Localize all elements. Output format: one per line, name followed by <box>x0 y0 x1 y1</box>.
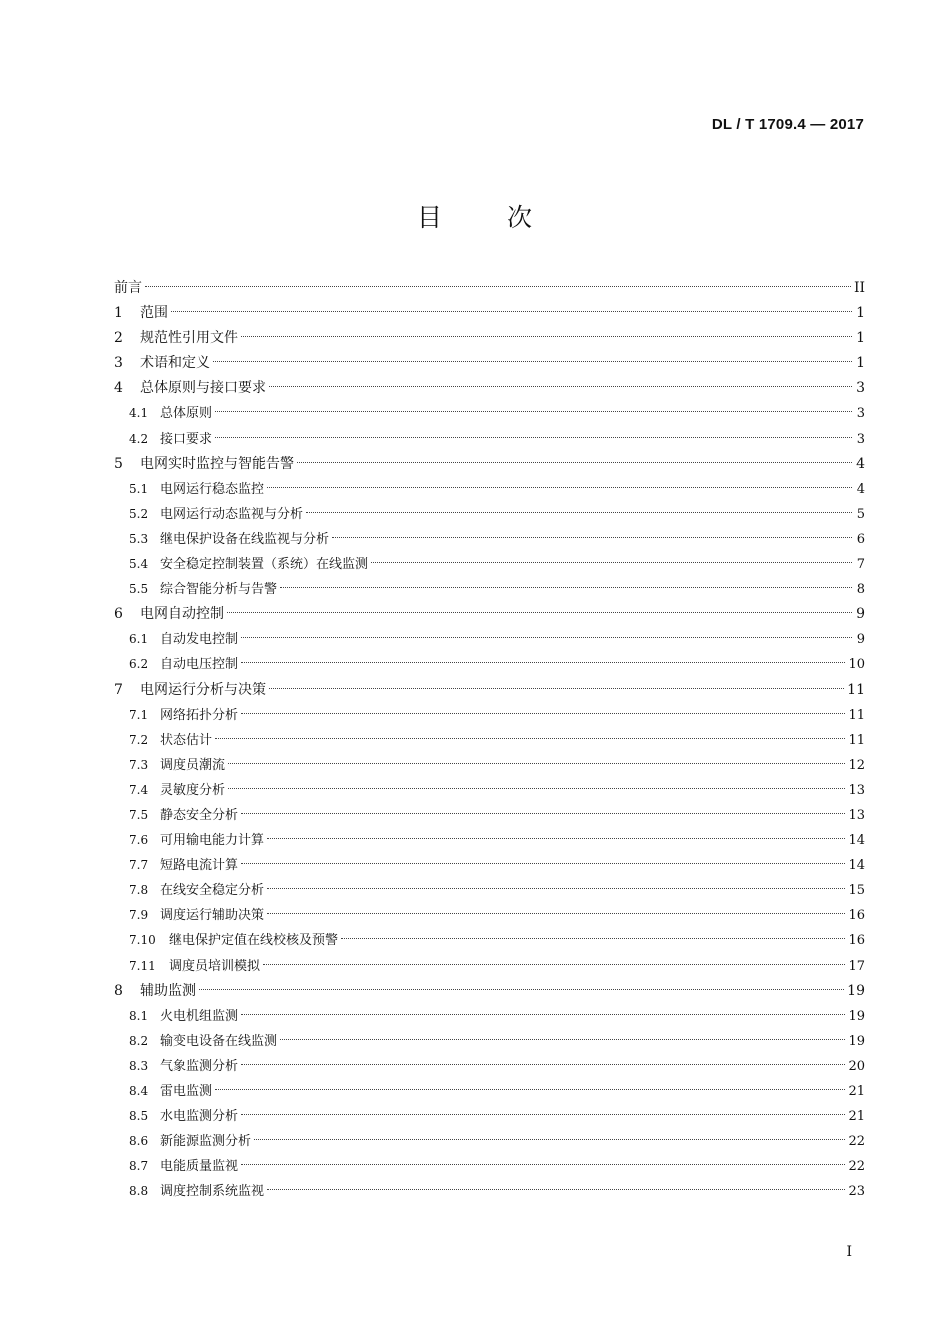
toc-entry-page: 16 <box>848 933 865 949</box>
toc-entry[interactable] <box>114 1004 865 1029</box>
toc-entry-number: 7 <box>114 681 123 698</box>
toc-entry-label: 调度运行辅助决策 <box>160 908 265 924</box>
toc-entry-page: 19 <box>848 1008 865 1024</box>
toc-entry[interactable] <box>114 928 865 953</box>
toc-entry-label: 综合智能分析与告警 <box>160 582 278 598</box>
toc-entry-number: 5.2 <box>129 506 149 521</box>
toc-entry-label: 电网自动控制 <box>140 606 224 623</box>
toc-entry-label: 继电保护设备在线监视与分析 <box>160 531 330 547</box>
toc-entry-number: 6.1 <box>129 632 149 647</box>
toc-entry-page: 21 <box>848 1109 865 1125</box>
toc-entry-number: 7.5 <box>129 807 149 822</box>
toc-entry[interactable] <box>114 853 865 878</box>
dot-leader <box>241 1114 845 1115</box>
toc-entry-label: 自动发电控制 <box>160 632 239 648</box>
toc-entry-label: 规范性引用文件 <box>140 330 238 347</box>
dot-leader <box>269 386 852 387</box>
toc-entry[interactable] <box>114 401 865 426</box>
toc-entry-number: 7.10 <box>129 933 156 948</box>
toc-entry[interactable] <box>114 276 865 301</box>
standard-code: DL / T 1709.4 — 2017 <box>711 116 864 133</box>
toc-entry-number: 7.7 <box>129 858 149 873</box>
toc-entry[interactable] <box>114 502 865 527</box>
dot-leader <box>241 1064 845 1065</box>
toc-entry-label: 雷电监测 <box>160 1084 213 1099</box>
toc-entry-page: 1 <box>856 330 865 347</box>
toc-entry-page: 14 <box>848 858 865 874</box>
toc-entry[interactable] <box>114 728 865 753</box>
dot-leader <box>371 562 852 563</box>
toc-entry-page: 16 <box>848 908 865 924</box>
toc-entry[interactable] <box>114 477 865 502</box>
toc-entry[interactable] <box>114 979 865 1004</box>
toc-entry[interactable] <box>114 678 865 703</box>
page-title <box>0 198 950 234</box>
toc-entry-label: 电网实时监控与智能告警 <box>140 455 294 472</box>
dot-leader <box>297 462 852 463</box>
dot-leader <box>228 763 845 764</box>
dot-leader <box>269 688 844 689</box>
toc-entry-number: 4.2 <box>129 431 149 446</box>
toc-entry-label: 电网运行动态监视与分析 <box>160 506 304 522</box>
toc-entry[interactable] <box>114 703 865 728</box>
toc-entry-label: 状态估计 <box>160 732 213 748</box>
dot-leader <box>267 838 845 839</box>
toc-entry-number: 7.11 <box>129 958 156 973</box>
toc-entry-number: 5 <box>114 455 123 472</box>
title-char-1: 目 <box>416 203 443 232</box>
toc-entry[interactable] <box>114 803 865 828</box>
toc-entry-label: 前言 <box>114 280 142 296</box>
toc-entry-page: II <box>853 280 865 296</box>
toc-entry-page: 14 <box>848 833 865 849</box>
dot-leader <box>254 1139 845 1140</box>
toc-entry-label: 总体原则与接口要求 <box>140 380 266 397</box>
toc-entry[interactable] <box>114 903 865 928</box>
toc-entry-label: 电网运行稳态监控 <box>160 481 265 497</box>
toc-entry-number: 3 <box>114 355 123 372</box>
toc-entry-label: 电网运行分析与决策 <box>140 681 266 698</box>
toc-entry[interactable] <box>114 376 865 401</box>
dot-leader <box>241 637 852 638</box>
toc-entry-number: 7.8 <box>129 883 149 898</box>
toc-entry-number: 7.9 <box>129 908 149 923</box>
toc-entry-number: 6 <box>114 606 123 623</box>
toc-entry-page: 13 <box>848 807 865 823</box>
toc-entry-page: 10 <box>848 657 865 673</box>
toc-entry[interactable] <box>114 552 865 577</box>
toc-entry[interactable] <box>114 452 865 477</box>
toc-entry-label: 总体原则 <box>160 406 213 422</box>
toc-entry-label: 在线安全稳定分析 <box>160 883 265 899</box>
dot-leader <box>241 1014 845 1015</box>
dot-leader <box>199 989 844 990</box>
toc-entry[interactable] <box>114 828 865 853</box>
toc-entry-label: 输变电设备在线监测 <box>160 1033 278 1049</box>
toc-entry-number: 5.1 <box>129 481 149 496</box>
toc-entry-page: 3 <box>856 431 865 447</box>
toc-entry[interactable] <box>114 427 865 452</box>
dot-leader <box>332 537 852 538</box>
toc-entry-number: 8.5 <box>129 1109 149 1124</box>
toc-entry-page: 12 <box>848 757 865 773</box>
title-char-2: 次 <box>507 203 534 232</box>
toc-entry-page: 22 <box>848 1159 865 1175</box>
dot-leader <box>145 286 851 287</box>
toc-entry[interactable] <box>114 1054 865 1079</box>
toc-entry-number: 5.5 <box>129 582 149 597</box>
toc-entry-number: 1 <box>114 305 123 322</box>
toc-entry[interactable] <box>114 954 865 979</box>
toc-entry-label: 灵敏度分析 <box>160 782 226 798</box>
toc-entry[interactable] <box>114 1154 865 1179</box>
toc-entry-page: 3 <box>856 406 865 422</box>
dot-leader <box>241 813 845 814</box>
dot-leader <box>227 612 852 613</box>
toc-entry-page: 15 <box>848 883 865 899</box>
toc-entry-number: 8.3 <box>129 1058 149 1073</box>
toc-entry-number: 8.6 <box>129 1134 149 1149</box>
toc-entry-number: 8.7 <box>129 1159 149 1174</box>
dot-leader <box>215 411 852 412</box>
toc-entry-number: 4.1 <box>129 406 149 421</box>
toc-entry-label: 短路电流计算 <box>160 858 239 874</box>
toc-entry-page: 6 <box>856 531 865 547</box>
toc-entry-number: 8.1 <box>129 1008 149 1023</box>
toc-entry[interactable] <box>114 1129 865 1154</box>
toc-entry[interactable] <box>114 527 865 552</box>
dot-leader <box>280 1039 845 1040</box>
toc-entry-page: 19 <box>848 1033 865 1049</box>
toc-entry-page: 4 <box>856 481 865 497</box>
page-number: I <box>846 1244 852 1260</box>
toc-entry[interactable] <box>114 1179 865 1204</box>
toc-entry-page: 22 <box>848 1134 865 1150</box>
toc-entry-label: 调度员潮流 <box>160 757 226 773</box>
toc-entry-label: 水电监测分析 <box>160 1109 239 1125</box>
toc-entry-label: 可用输电能力计算 <box>160 833 265 849</box>
toc-entry-label: 范围 <box>140 305 168 322</box>
dot-leader <box>215 1089 845 1090</box>
toc-entry-number: 7.3 <box>129 757 149 772</box>
toc-entry-page: 5 <box>856 506 865 522</box>
toc-entry-label: 调度控制系统监视 <box>160 1184 265 1200</box>
toc-entry-number: 4 <box>114 380 123 397</box>
toc-entry[interactable] <box>114 326 865 351</box>
toc-entry-page: 8 <box>856 582 865 598</box>
toc-entry-number: 6.2 <box>129 657 149 672</box>
toc-entry-number: 2 <box>114 330 123 347</box>
toc-entry-page: 7 <box>856 557 865 573</box>
toc-entry-label: 网络拓扑分析 <box>160 707 239 723</box>
toc-entry-number: 5.4 <box>129 557 149 572</box>
dot-leader <box>171 311 852 312</box>
toc-entry[interactable] <box>114 753 865 778</box>
dot-leader <box>215 738 845 739</box>
toc-entry-page: 21 <box>848 1084 865 1099</box>
toc-entry-number: 8.4 <box>129 1084 149 1098</box>
toc-entry-label: 静态安全分析 <box>160 807 239 823</box>
toc-entry[interactable] <box>114 577 865 602</box>
toc-entry[interactable] <box>114 778 865 803</box>
table-of-contents <box>114 276 865 1204</box>
toc-entry[interactable] <box>114 1079 865 1104</box>
toc-entry-label: 辅助监测 <box>140 982 196 999</box>
toc-entry-number: 7.6 <box>129 833 149 848</box>
toc-entry-page: 11 <box>848 707 865 723</box>
toc-entry[interactable] <box>114 652 865 677</box>
toc-entry[interactable] <box>114 351 865 376</box>
toc-entry-page: 17 <box>848 958 865 974</box>
toc-entry-number: 8 <box>114 982 123 999</box>
toc-entry[interactable] <box>114 627 865 652</box>
toc-entry[interactable] <box>114 1104 865 1129</box>
toc-entry-page: 3 <box>856 380 865 397</box>
toc-entry[interactable] <box>114 602 865 627</box>
toc-entry-page: 11 <box>848 732 865 748</box>
dot-leader <box>267 913 845 914</box>
toc-entry[interactable] <box>114 878 865 903</box>
toc-entry-page: 19 <box>847 982 865 999</box>
toc-entry-number: 7.2 <box>129 732 149 747</box>
dot-leader <box>213 361 852 362</box>
toc-entry-page: 11 <box>847 681 865 698</box>
dot-leader <box>280 587 852 588</box>
toc-entry-label: 自动电压控制 <box>160 657 239 673</box>
toc-entry-label: 新能源监测分析 <box>160 1134 252 1150</box>
dot-leader <box>241 863 845 864</box>
toc-entry-page: 13 <box>848 782 865 798</box>
toc-entry-page: 1 <box>856 355 865 372</box>
toc-entry-label: 接口要求 <box>160 431 213 447</box>
dot-leader <box>241 336 852 337</box>
dot-leader <box>241 662 845 663</box>
toc-entry-page: 4 <box>856 455 865 472</box>
toc-entry[interactable] <box>114 301 865 326</box>
toc-entry-number: 5.3 <box>129 531 149 546</box>
toc-entry-label: 调度员培训模拟 <box>169 958 261 974</box>
dot-leader <box>263 964 845 965</box>
toc-entry-page: 23 <box>848 1184 865 1200</box>
toc-entry-label: 安全稳定控制装置（系统）在线监测 <box>160 557 369 573</box>
dot-leader <box>241 713 845 714</box>
dot-leader <box>215 437 852 438</box>
toc-entry-number: 8.8 <box>129 1184 149 1199</box>
dot-leader <box>267 487 852 488</box>
dot-leader <box>341 938 845 939</box>
toc-entry-number: 7.4 <box>129 782 149 797</box>
toc-entry-label: 气象监测分析 <box>160 1058 239 1074</box>
dot-leader <box>267 888 845 889</box>
toc-entry[interactable] <box>114 1029 865 1054</box>
toc-entry-page: 9 <box>856 632 865 648</box>
toc-entry-label: 火电机组监测 <box>160 1008 239 1024</box>
dot-leader <box>267 1189 845 1190</box>
toc-entry-page: 9 <box>856 606 865 623</box>
toc-entry-number: 7.1 <box>129 707 149 722</box>
toc-entry-label: 术语和定义 <box>140 355 210 372</box>
toc-entry-page: 1 <box>856 305 865 322</box>
dot-leader <box>241 1164 845 1165</box>
dot-leader <box>228 788 845 789</box>
toc-entry-number: 8.2 <box>129 1033 149 1048</box>
toc-entry-page: 20 <box>848 1058 865 1074</box>
dot-leader <box>306 512 852 513</box>
toc-entry-label: 电能质量监视 <box>160 1159 239 1175</box>
toc-entry-label: 继电保护定值在线校核及预警 <box>169 933 339 949</box>
